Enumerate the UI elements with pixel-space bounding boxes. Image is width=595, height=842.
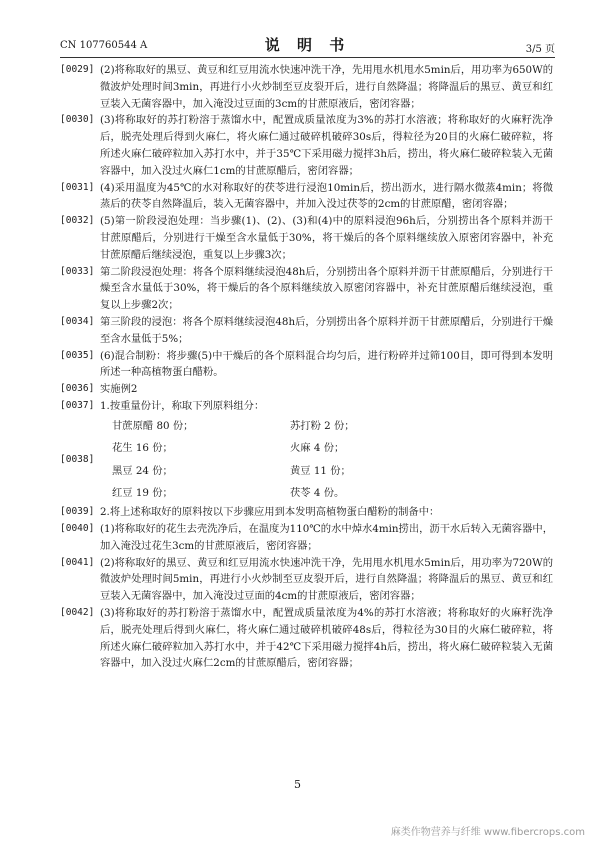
ingredient-item: 苏打粉 2 份； [290, 419, 355, 432]
ingredient-row [112, 482, 553, 504]
paragraph-number: [0035] [60, 349, 95, 361]
ingredient-item: 茯苓 4 份。 [290, 486, 345, 499]
paragraph-number: [0032] [60, 215, 95, 227]
paragraph-text: (1)将称取好的花生去壳洗净后，在温度为110℃的水中焯水4min捞出，沥干水后转入无菌容器中，加入淹没过花生3cm的甘蔗原液后，密闭容器； [100, 523, 553, 552]
paragraph-number: [0031] [60, 181, 95, 193]
paragraph-number: [0029] [60, 64, 95, 75]
ingredient-item: 甘蔗原醋 80 份； [112, 419, 194, 432]
paragraph [60, 62, 553, 112]
watermark: 麻类作物营养与纤维 www.fibercrops.com [390, 827, 585, 838]
page-number: 5 [294, 778, 301, 791]
paragraph-text: (4)采用温度为45℃的水对称取好的茯苓进行浸泡10min后，捞出沥水，进行隔水微蒸4min；将微蒸后的茯苓自然降温后，装入无菌容器中，并加入没过茯苓的2cm的甘蔗原醋，密闭容器； [100, 181, 553, 211]
ingredient-row [112, 460, 553, 482]
paragraph-text: (3)将称取好的苏打粉溶于蒸馏水中，配置成质量浓度为4%的苏打水溶液；将称取好的火麻籽洗净后，脱壳处理后得到火麻仁，将火麻仁通过破碎机破碎48s后，得粒径为30目的火麻仁破碎粒，将所述火麻仁破碎粒加入苏打水中，并于42℃下采用磁力搅拌4h后，捞出，将火麻仁破碎粒装入无菌容器中，加入没过火麻仁2cm的甘蔗原醋后，密闭容器； [100, 607, 553, 670]
paragraph-number: [0038] [60, 454, 95, 466]
paragraph [60, 314, 553, 348]
document-title: 说 明 书 [264, 36, 351, 54]
paragraph-number: [0033] [60, 265, 95, 277]
paragraph-text: 第二阶段浸泡处理：将各个原料继续浸泡48h后，分别捞出各个原料并沥干甘蔗原醋后，分别进行干燥至含水量低于30%，将干燥后的各个原料继续放入原密闭容器中，补充甘蔗原醋后继续浸泡，重复以上步骤2次； [100, 265, 553, 312]
ingredient-row [112, 437, 553, 459]
paragraph [60, 605, 553, 672]
paragraph-number: [0036] [60, 383, 95, 395]
paragraph-group-bottom [60, 504, 553, 672]
paragraph-text: 实施例2 [100, 383, 138, 396]
ingredient-item: 红豆 19 份； [112, 486, 173, 499]
paragraph-number: [0040] [60, 523, 95, 535]
paragraph-number: [0034] [60, 315, 95, 327]
paragraph [60, 112, 553, 179]
patent-number: CN 107760544 A [60, 40, 148, 51]
ingredient-row [112, 415, 553, 437]
page-indicator: 3/5 页 [525, 44, 555, 55]
paragraph [60, 264, 553, 314]
paragraph [60, 504, 553, 521]
paragraph-number: [0039] [60, 506, 95, 518]
paragraph-text: (2)将称取好的黑豆、黄豆和红豆用流水快速冲洗干净，先用甩水机甩水5min后，用功率为720W的微波炉处理时间5min，再进行小火炒制至豆皮裂开后，进行自然降温；将降温后的黑豆、黄豆和红豆装入无菌容器中，加入淹没过豆面的4cm的甘蔗原液后，密闭容器； [100, 556, 553, 603]
header-rule [60, 57, 555, 58]
document-body [60, 62, 553, 672]
paragraph-number: [0041] [60, 556, 95, 568]
paragraph [60, 521, 553, 555]
paragraph-group-top [60, 62, 553, 415]
paragraph [60, 180, 553, 214]
paragraph-text: (6)混合制粉：将步骤(5)中干燥后的各个原料混合均匀后，进行粉碎并过筛100目，即可得到本发明所述一种高植物蛋白醋粉。 [100, 349, 553, 379]
paragraph-text: 第三阶段的浸泡：将各个原料继续浸泡48h后，分别捞出各个原料并沥干甘蔗原醋后，分别进行干燥至含水量低于5%； [100, 315, 553, 345]
paragraph-text: (5)第一阶段浸泡处理：当步骤(1)、(2)、(3)和(4)中的原料浸泡96h后，分别捞出各个原料并沥干甘蔗原醋后，分别进行干燥至含水量低于30%，将干燥后的各个原料继续放入原密闭容器中，补充甘蔗原醋后继续浸泡，重复以上步骤3次； [100, 215, 553, 261]
ingredient-grid [100, 415, 553, 505]
paragraph-number: [0042] [60, 607, 95, 619]
ingredient-item: 黄豆 11 份； [290, 464, 351, 477]
paragraph-text: 2.将上述称取好的原料按以下步骤应用到本发明高植物蛋白醋粉的制备中： [100, 506, 440, 519]
paragraph [60, 381, 553, 398]
ingredient-item: 火麻 4 份； [290, 442, 345, 455]
paragraph [60, 555, 553, 605]
paragraph-text: (2)将称取好的黑豆、黄豆和红豆用流水快速冲洗干净，先用甩水机甩水5min后，用功率为650W的微波炉处理时间3min，再进行小火炒制至豆皮裂开后，进行自然降温；将降温后的黑豆、黄豆和红豆装入无菌容器中，加入淹没过豆面的3cm的甘蔗原液后，密闭容器； [100, 64, 553, 110]
paragraph [60, 348, 553, 382]
paragraph-text: 1.按重量份计，称取下列原料组分： [100, 399, 265, 412]
paragraph-text: (3)将称取好的苏打粉溶于蒸馏水中，配置成质量浓度为3%的苏打水溶液；将称取好的火麻籽洗净后，脱壳处理后得到火麻仁，将火麻仁通过破碎机破碎30s后，得粒径为20目的火麻仁破碎粒，将所述火麻仁破碎粒加入苏打水中，并于35℃下采用磁力搅拌3h后，捞出，将火麻仁破碎粒装入无菌容器中，加入没过火麻仁1cm的甘蔗原醋后，密闭容器； [100, 114, 553, 177]
ingredient-item: 花生 16 份； [112, 442, 173, 455]
paragraph [60, 213, 553, 263]
ingredient-item: 黑豆 24 份； [112, 464, 173, 477]
page-header [60, 34, 555, 56]
ingredient-table [60, 415, 553, 505]
paragraph [60, 398, 553, 415]
paragraph-number: [0037] [60, 399, 95, 411]
paragraph-number: [0030] [60, 114, 95, 126]
